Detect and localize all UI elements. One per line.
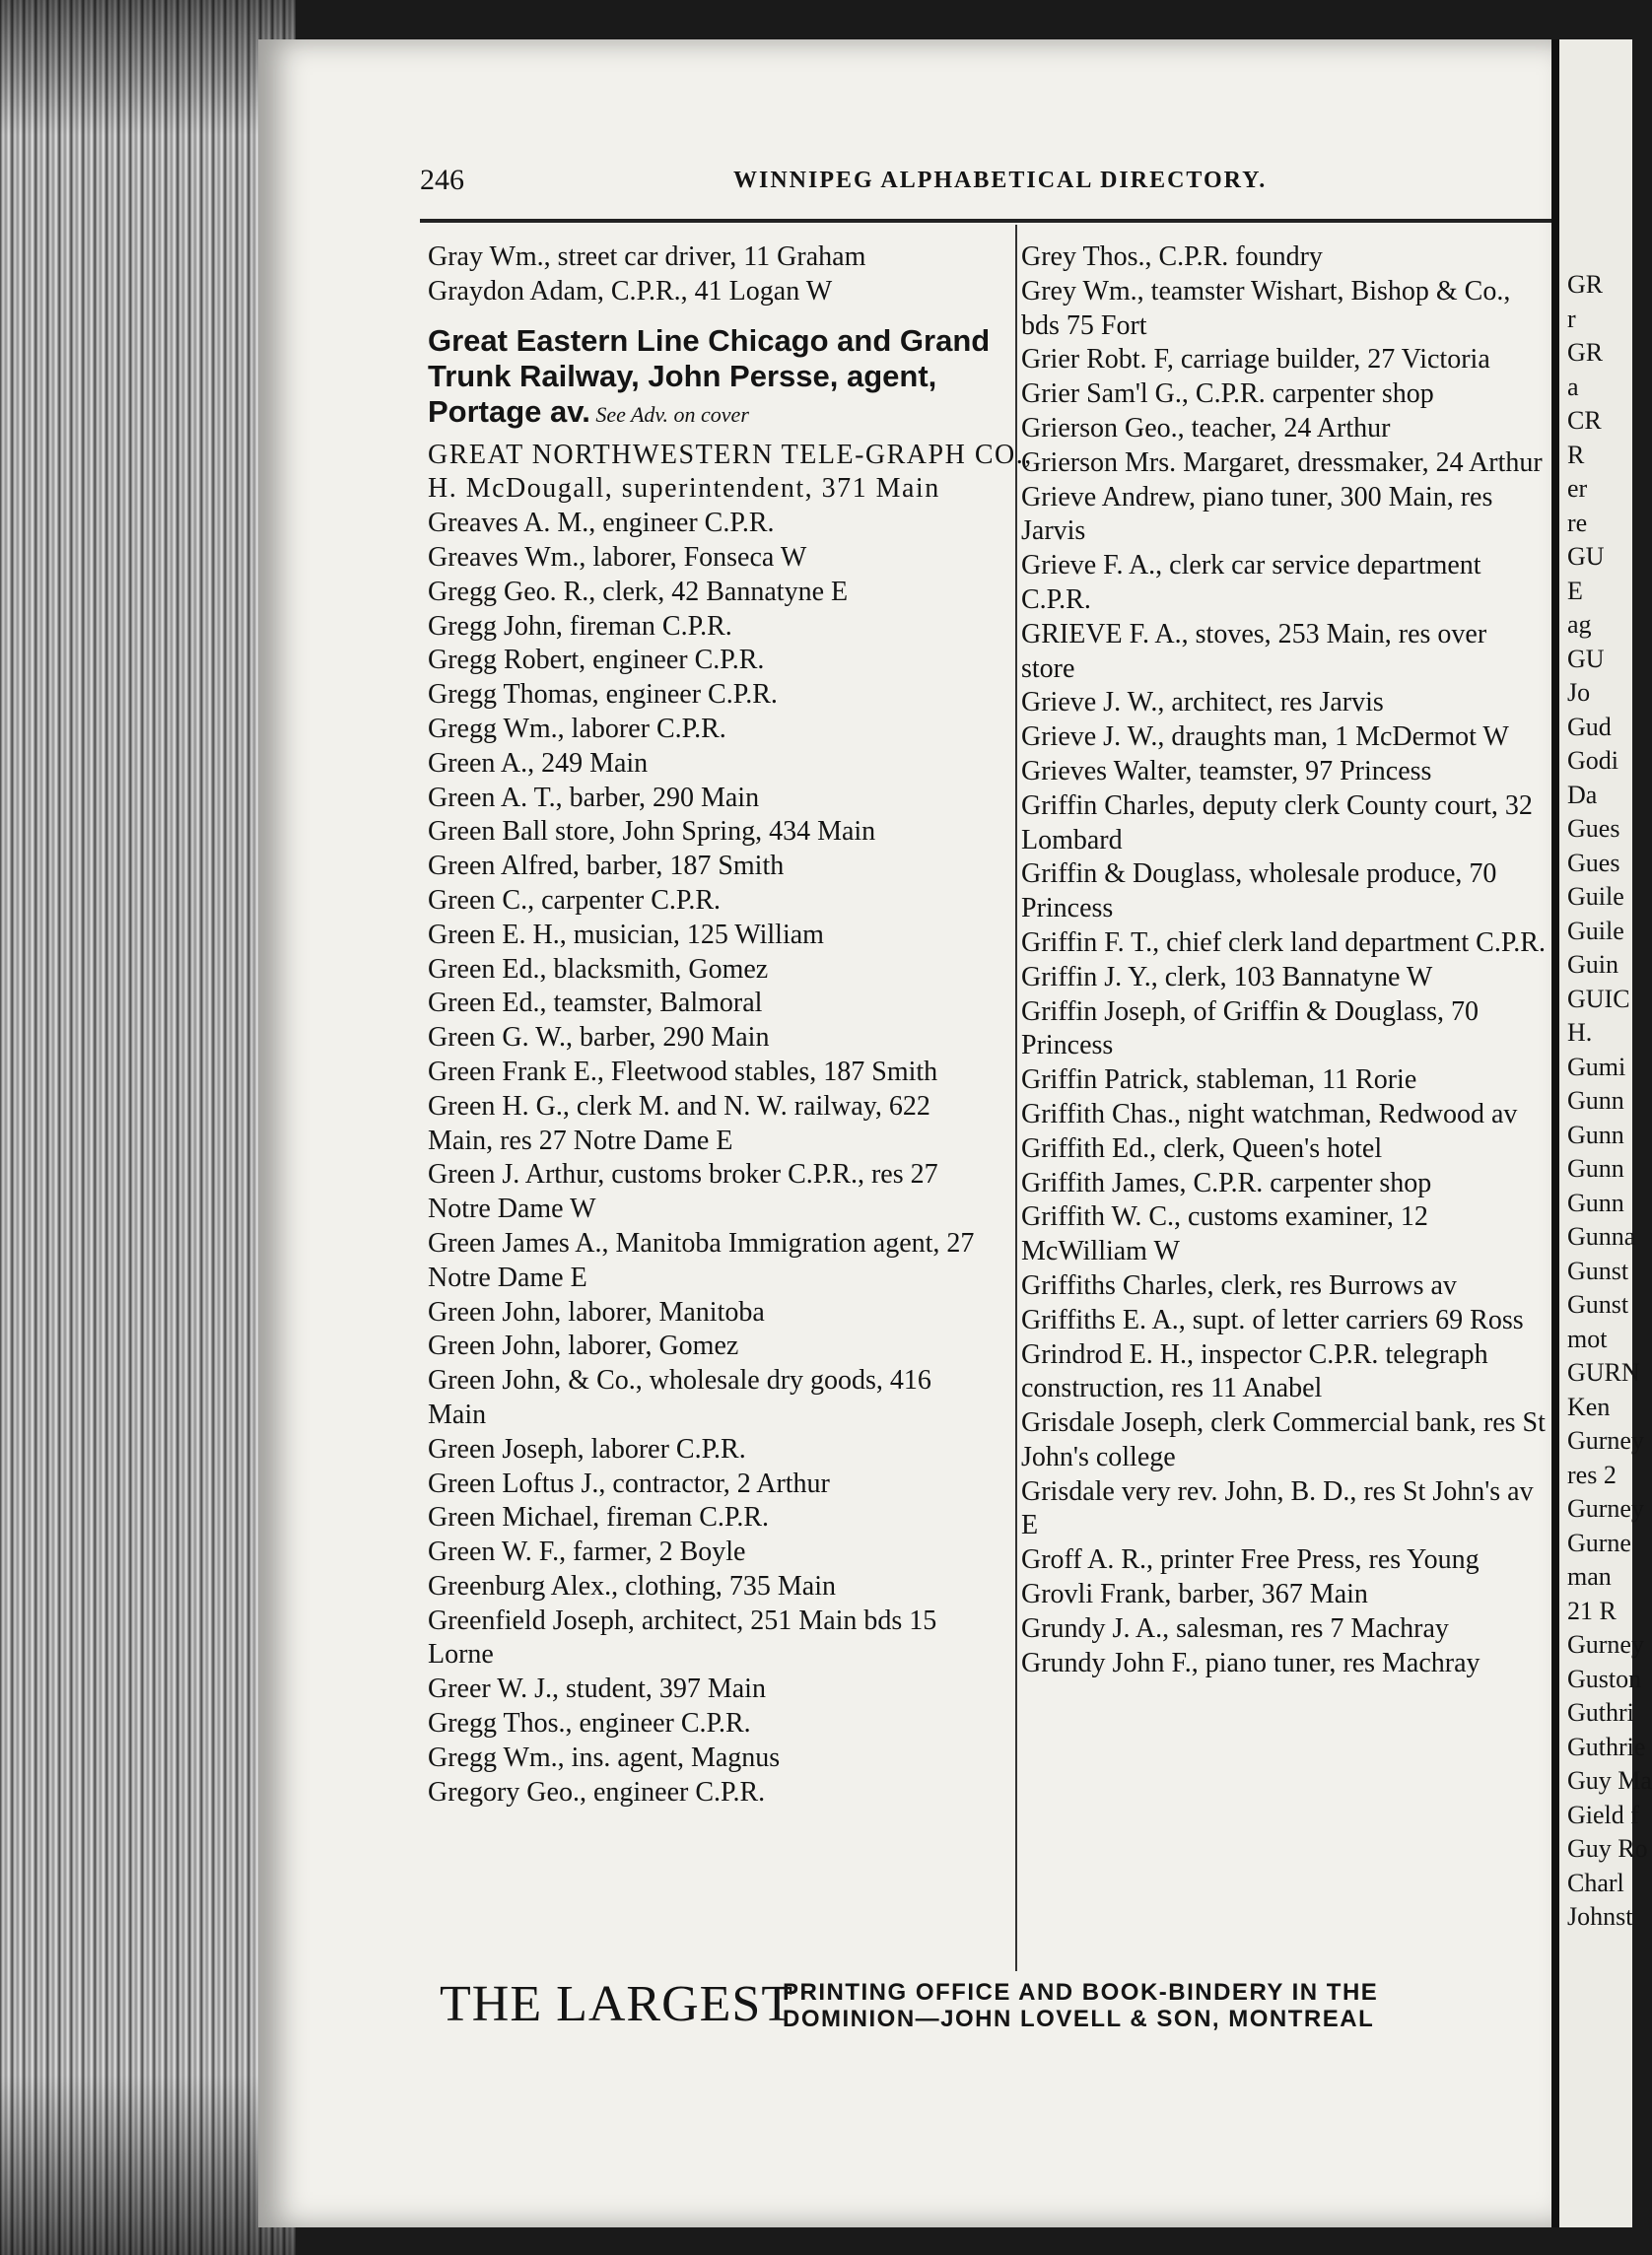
adjacent-page-fragment: GR [1567,338,1604,367]
right-entry [1021,275,1551,344]
left-entry-line: Green Loftus J., contractor, 2 Arthur [428,1468,830,1499]
left-entry-line: Gregg Robert, engineer C.P.R. [428,645,765,676]
left-entry [428,1570,999,1605]
right-entry [1021,446,1551,481]
left-entry [428,323,999,433]
left-entry-line: Main [428,1399,487,1430]
left-entry [428,1021,999,1056]
adjacent-page-fragment: R [1567,440,1585,469]
right-entry-line: Grieve J. W., architect, res Jarvis [1021,687,1384,718]
right-entry-line: Griffin F. T., chief clerk land department C.P.R. [1021,926,1546,958]
adjacent-page-fragment: GR [1567,270,1604,299]
right-entry [1021,961,1551,995]
right-entry-line: Griffin Patrick, stableman, 11 Rorie [1021,1064,1417,1096]
left-entry-line: Main, res 27 Notre Dame E [428,1125,733,1156]
right-entry [1021,1167,1551,1201]
footer-headline: THE LARGEST [440,1976,794,2032]
adjacent-page-fragment: Guile [1567,916,1624,945]
left-entry-line: Gregg Thos., engineer C.P.R. [428,1708,751,1740]
right-entry-line: store [1021,652,1075,684]
adjacent-page-fragment: re [1567,508,1588,537]
right-entry-line: Grundy John F., piano tuner, res Machray [1021,1647,1480,1678]
left-entry-line: Notre Dame E [428,1262,587,1293]
left-entry-line: Green E. H., musician, 125 William [428,919,824,950]
adjacent-page-fragment: Gunn [1567,1154,1624,1183]
adjacent-page-fragment: E [1567,576,1583,605]
left-entry-line: Green C., carpenter C.P.R. [428,884,722,916]
right-entry [1021,1612,1551,1647]
right-entry-line: Grieve Andrew, piano tuner, 300 Main, res [1021,481,1493,512]
adjacent-page-fragment: Guile [1567,882,1624,911]
right-entry [1021,1304,1551,1338]
left-entry-line: Green A., 249 Main [428,747,649,779]
left-entry-line: Green J. Arthur, customs broker C.P.R., res 27 [428,1159,938,1191]
left-entry [428,919,999,953]
left-entry-line: Green G. W., barber, 290 Main [428,1022,770,1054]
adjacent-page-fragment: GURN [1567,1358,1640,1387]
left-entry [428,240,999,275]
right-entry-line: McWilliam W [1021,1236,1180,1267]
right-entry-line: Grier Sam'l G., C.P.R. carpenter shop [1021,378,1434,410]
left-entry [428,439,1033,508]
left-entry [428,1364,999,1433]
adjacent-page-fragment: Gurney [1567,1426,1644,1455]
adjacent-page-fragment: Guthrie [1567,1732,1646,1761]
left-entry-line: Gregg Wm., laborer C.P.R. [428,713,726,744]
left-entry-line: Green H. G., clerk M. and N. W. railway, 622 [428,1090,930,1122]
right-entry-line: Groff A. R., printer Free Press, res Young [1021,1544,1480,1576]
left-entry [428,1433,999,1468]
left-entry [428,275,999,309]
left-entry [428,987,999,1021]
right-entry-line: John's college [1021,1441,1176,1472]
left-entry [428,678,999,713]
right-entry-line: Grierson Geo., teacher, 24 Arthur [1021,412,1391,444]
adjacent-page-fragment: Gield f [1567,1800,1639,1829]
right-entry-line: Griffith Chas., night watchman, Redwood av [1021,1098,1518,1129]
right-entry-line: Griffin Charles, deputy clerk County court, 32 [1021,789,1533,821]
adjacent-page-fragment: Gurney [1567,1630,1644,1659]
right-entry-line: Grieves Walter, teamster, 97 Princess [1021,755,1432,786]
adjacent-page-fragment: Godi [1567,746,1618,775]
adjacent-page-fragment: Gunn [1567,1188,1624,1217]
adjacent-page-fragment: Guy Ro [1567,1834,1648,1863]
adjacent-page-fragment: 21 R [1567,1596,1617,1625]
left-entry-line: Trunk Railway, John Persse, agent, [428,358,937,393]
adjacent-page-fragment: Gunst [1567,1290,1629,1319]
right-entry [1021,789,1551,858]
left-entry-line: Great Eastern Line Chicago and Grand [428,322,991,358]
right-entry [1021,1647,1551,1681]
left-entry-line: Greenfield Joseph, architect, 251 Main bds 15 [428,1605,937,1636]
left-entry [428,1536,999,1570]
right-entry-line: Griffin & Douglass, wholesale produce, 70 [1021,858,1497,890]
adjacent-page-fragment: Gues [1567,848,1620,877]
right-entry [1021,720,1551,755]
adjacent-page-fragment: er [1567,474,1588,503]
left-entry-line: Lorne [428,1639,494,1671]
adjacent-page-fragment: Jo [1567,678,1591,707]
page-header [420,164,1504,203]
right-entry-line: Griffin J. Y., clerk, 103 Bannatyne W [1021,961,1433,992]
column-divider [1015,225,1017,1971]
footer-tagline [783,1979,1378,2032]
adjacent-page-fragment: Da [1567,780,1598,809]
adjacent-page-fragment: res 2 [1567,1460,1617,1489]
left-entry-line: Notre Dame W [428,1194,596,1225]
left-entry [428,953,999,988]
right-entry-line: Lombard [1021,824,1123,855]
right-entry-line: C.P.R. [1021,583,1091,615]
left-entry-line: Green Ed., teamster, Balmoral [428,988,763,1019]
adjacent-page-fragment: Guy Ma [1567,1766,1652,1795]
right-entry [1021,549,1551,618]
right-entry [1021,1200,1551,1269]
left-entry-line: Gregg John, fireman C.P.R. [428,610,732,642]
adjacent-page-fragment: Gumi [1567,1052,1626,1081]
adjacent-page-fragment: H. [1567,1018,1593,1047]
adjacent-page-fragment: Gues [1567,814,1620,843]
left-entry [428,610,999,645]
adjacent-page-fragment: Guthri [1567,1698,1634,1727]
left-column [428,240,1033,1810]
right-entry-line: Grisdale Joseph, clerk Commercial bank, res St [1021,1407,1546,1439]
adjacent-page-fragments [1559,268,1652,1935]
left-entry [428,815,999,850]
footer-tagline-line1: PRINTING OFFICE AND BOOK-BINDERY IN THE [783,1979,1379,2006]
left-entry [428,1158,999,1227]
right-entry [1021,1132,1551,1167]
right-entry-line: Grovli Frank, barber, 367 Main [1021,1579,1368,1610]
left-entry-line: Gregory Geo., engineer C.P.R. [428,1776,766,1808]
right-entry-line: Griffith Ed., clerk, Queen's hotel [1021,1132,1383,1164]
right-entry-line: Griffiths Charles, clerk, res Burrows av [1021,1269,1457,1301]
right-entry-line: Grierson Mrs. Margaret, dressmaker, 24 Arthur [1021,446,1543,478]
right-entry-line: Griffiths E. A., supt. of letter carriers 69 Ross [1021,1304,1524,1335]
left-entry-line: Gregg Wm., ins. agent, Magnus [428,1742,781,1773]
left-entry-line: Green Ball store, John Spring, 434 Main [428,816,876,848]
right-entry [1021,755,1551,789]
adjacent-page-fragment: ag [1567,610,1592,639]
left-entry-line: Green A. T., barber, 290 Main [428,782,760,813]
left-entry [428,541,999,576]
adjacent-page-fragment: a [1567,372,1579,401]
adjacent-page-fragment: r [1567,304,1576,333]
left-entry-line: Portage av. See Adv. on cover [428,393,749,429]
book-page-edges [0,0,296,2255]
left-entry-line: Green W. F., farmer, 2 Boyle [428,1537,746,1568]
left-entry [428,1501,999,1536]
running-title: WINNIPEG ALPHABETICAL DIRECTORY. [733,168,1268,193]
right-entry-line: Griffith James, C.P.R. carpenter shop [1021,1167,1432,1198]
footer-advertisement [440,1975,1551,2044]
left-entry [428,782,999,816]
right-entry [1021,240,1551,275]
adjacent-page-fragment: Gurne [1567,1528,1631,1557]
right-entry-line: E [1021,1510,1039,1541]
left-entry-line: Greenburg Alex., clothing, 735 Main [428,1570,836,1602]
left-entry [428,1776,999,1811]
left-entry [428,644,999,678]
right-entry [1021,1578,1551,1612]
right-entry-line: Jarvis [1021,515,1086,547]
right-entry [1021,1338,1551,1407]
left-entry-line: GREAT NORTHWESTERN TELE-GRAPH CO., [428,439,1033,470]
left-entry-line: Green Michael, fireman C.P.R. [428,1502,770,1534]
right-entry [1021,1098,1551,1132]
page-number: 246 [420,164,464,196]
adjacent-page-fragment: Gunn [1567,1086,1624,1115]
right-entry [1021,857,1551,926]
right-entry [1021,1475,1551,1544]
left-entry [428,1296,999,1331]
left-entry-line: Green Alfred, barber, 187 Smith [428,851,785,882]
left-entry-line: Graydon Adam, C.P.R., 41 Logan W [428,275,833,307]
left-entry-line: Green Frank E., Fleetwood stables, 187 Smith [428,1056,938,1087]
right-entry-line: Grey Wm., teamster Wishart, Bishop & Co., [1021,275,1511,307]
left-entry [428,1468,999,1502]
left-entry-line: Gray Wm., street car driver, 11 Graham [428,241,866,272]
right-entry [1021,377,1551,412]
left-entry [428,1056,999,1090]
right-entry-line: Grundy J. A., salesman, res 7 Machray [1021,1612,1449,1644]
left-entry-line: H. McDougall, superintendent, 371 Main [428,473,940,505]
right-column [1021,240,1551,1680]
left-entry [428,747,999,782]
left-entry-line: Green James A., Manitoba Immigration agent, 27 [428,1227,975,1259]
right-entry [1021,1269,1551,1304]
left-entry [428,1673,999,1707]
right-entry-line: Grindrod E. H., inspector C.P.R. telegraph [1021,1338,1488,1370]
left-entry-line: Gregg Geo. R., clerk, 42 Bannatyne E [428,576,849,607]
adjacent-page-fragment: Guston [1567,1664,1642,1693]
header-rule [420,219,1551,223]
left-entry-line: Greaves Wm., laborer, Fonseca W [428,541,807,573]
left-entry [428,884,999,919]
left-entry-line: Greaves A. M., engineer C.P.R. [428,508,775,539]
left-entry [428,850,999,884]
footer-tagline-line2: DOMINION—JOHN LOVELL & SON, MONTREAL [783,2006,1375,2032]
adjacent-page-fragment: GUIC [1567,984,1630,1013]
left-entry [428,576,999,610]
right-entry [1021,995,1551,1064]
right-entry [1021,1406,1551,1475]
right-entry-line: Princess [1021,893,1114,924]
adjacent-page-fragment: CR [1567,406,1602,435]
left-entry-line: Green Joseph, laborer C.P.R. [428,1433,746,1465]
adjacent-page-fragment: man [1567,1562,1612,1591]
left-entry-line: Green Ed., blacksmith, Gomez [428,953,769,985]
left-entry-line: Green John, laborer, Gomez [428,1331,739,1362]
right-entry-line: Grey Thos., C.P.R. foundry [1021,241,1323,272]
adjacent-page-fragment: Gurney [1567,1494,1644,1523]
right-entry [1021,481,1551,550]
right-entry-line: Grieve J. W., draughts man, 1 McDermot W [1021,721,1509,753]
adjacent-page-fragment: Guin [1567,950,1618,979]
advert-note: See Adv. on cover [589,401,749,427]
right-entry-line: bds 75 Fort [1021,309,1147,341]
right-entry [1021,412,1551,446]
right-entry-line: construction, res 11 Anabel [1021,1373,1323,1404]
adjacent-page-edge [1551,39,1652,2227]
adjacent-page-fragment: GU [1567,542,1605,571]
right-entry-line: Griffith W. C., customs examiner, 12 [1021,1201,1428,1233]
adjacent-page-fragment: Gunst [1567,1256,1629,1285]
right-entry [1021,926,1551,961]
adjacent-page-fragment: Johnst [1567,1902,1633,1931]
adjacent-page-fragment: Gunna [1567,1222,1636,1251]
left-entry [428,1707,999,1742]
left-entry [428,1330,999,1364]
right-entry [1021,343,1551,377]
left-entry [428,1090,999,1159]
adjacent-page-fragment: GU [1567,644,1605,673]
right-entry-line: Grier Robt. F, carriage builder, 27 Victoria [1021,344,1490,376]
left-entry [428,713,999,747]
left-entry-line: Gregg Thomas, engineer C.P.R. [428,679,778,711]
adjacent-page-fragment: Gud [1567,712,1612,741]
right-entry [1021,1063,1551,1098]
right-entry [1021,686,1551,720]
adjacent-page-fragment: Gunn [1567,1120,1624,1149]
right-entry-line: Princess [1021,1030,1114,1061]
left-entry-line: Green John, & Co., wholesale dry goods, 416 [428,1365,931,1397]
left-entry-line: Green John, laborer, Manitoba [428,1296,765,1328]
adjacent-page-fragment: Ken [1567,1392,1611,1421]
adjacent-page-fragment: mot [1567,1324,1608,1353]
adjacent-page-fragment: Charl [1567,1868,1624,1897]
left-entry [428,507,999,541]
left-entry [428,1227,999,1296]
left-entry-line: Greer W. J., student, 397 Main [428,1674,766,1705]
right-entry-line: Griffin Joseph, of Griffin & Douglass, 70 [1021,995,1480,1027]
right-entry [1021,1543,1551,1578]
right-entry-line: Grisdale very rev. John, B. D., res St John's av [1021,1475,1534,1507]
right-entry-line: Grieve F. A., clerk car service department [1021,550,1481,581]
right-entry-line: GRIEVE F. A., stoves, 253 Main, res over [1021,618,1487,649]
left-entry [428,1742,999,1776]
right-entry [1021,618,1551,687]
left-entry [428,1605,999,1674]
